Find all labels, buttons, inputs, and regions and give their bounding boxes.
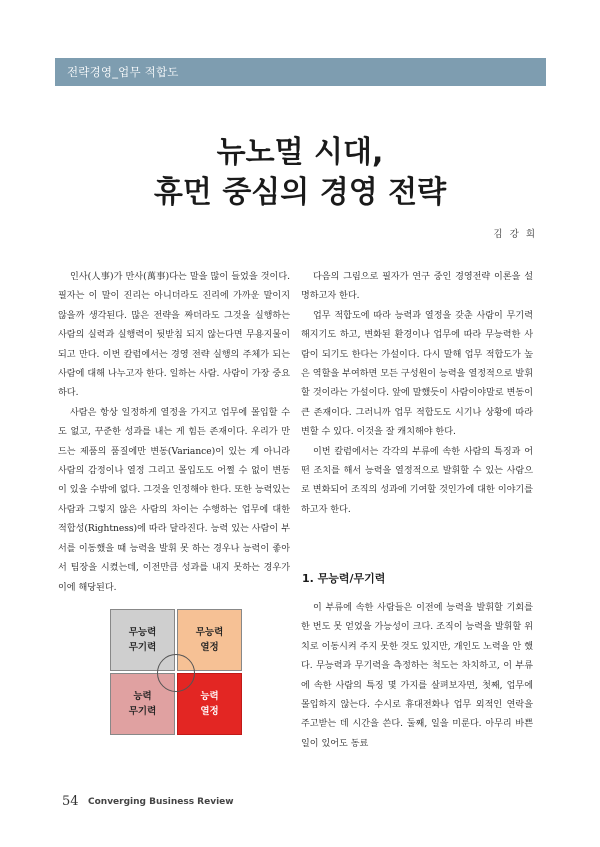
quadrant-competent-lethargic <box>110 673 175 735</box>
quadrant-label: 무능력 <box>128 627 157 638</box>
quadrant-label: 능력 <box>133 691 152 702</box>
article-title-line2: 휴먼 중심의 경영 전략 <box>153 175 447 210</box>
paragraph: 이 부류에 속한 사람들은 이전에 능력을 발휘할 기회를 한 번도 못 얻었을 가능성이 크다. 조직이 능력을 발휘할 위치로 이동시켜 주지 못한 것도 있지만, 개인도 노력을 안 했다. 무능력과 무기력을 측정하는 척도는 차치하고, 이 부류에 속한 사람의 특징 몇 가지를 살펴보자면, 첫째, 업무에 몰입하지 않는다. 수시로 휴대전화나 업무 외적인 연락을 주고받는 데 시간을 쓴다. 둘째, 일을 미룬다. 아무리 바쁜 일이 있어도 동료 <box>301 603 533 749</box>
author-name: 김 강 희 <box>493 229 537 240</box>
quadrant-incompetent-passionate <box>177 609 242 671</box>
paragraph: 인사(人事)가 만사(萬事)다는 말을 많이 들었을 것이다. 필자는 이 말이 진리는 아니더라도 진리에 가까운 말이지 않을까 생각된다. 많은 전략을 짜더라도 그것을 실행하는 사람의 실력과 실행력이 뒷받침 되지 않는다면 무용지물이 되고 만다. 이번 칼럼에서는 경영 전략 실행의 주체가 되는 사람에 대해 나누고자 한다. 일하는 사람. 사람이 가장 중요하다. <box>58 272 290 399</box>
quadrant-label: 능력 <box>200 691 219 702</box>
section-heading: 1. 무능력/무기력 <box>302 572 386 585</box>
paragraph: 다음의 그림으로 필자가 연구 중인 경영전략 이론을 설명하고자 한다. <box>301 272 533 302</box>
quadrant-label: 무기력 <box>128 642 157 653</box>
category-header-bar <box>55 58 546 86</box>
ability-passion-matrix-diagram <box>110 609 244 737</box>
right-column-top <box>301 268 533 520</box>
paragraph: 업무 적합도에 따라 능력과 열정을 갖춘 사람이 무기력해지기도 하고, 변화된 환경이나 업무에 따라 무능력한 사람이 되기도 한다는 가설이다. 다시 말해 업무 적합도가 높은 역할을 부여하면 모든 구성원이 능력을 열정적으로 발휘할 것이라는 가설이다. 앞에 말했듯이 사람이야말로 변동이 큰 존재이다. 그러니까 업무 적합도도 시기나 상황에 따라 변할 수 있다. 이것을 잘 캐치해야 한다. <box>301 310 533 438</box>
quadrant-competent-passionate <box>177 673 242 735</box>
category-label: 전략경영_업무 적합도 <box>67 65 179 79</box>
quadrant-label: 열정 <box>200 706 219 717</box>
publication-name: Converging Business Review <box>88 797 234 807</box>
right-column-bottom <box>301 599 533 754</box>
quadrant-label: 무기력 <box>128 706 157 717</box>
quadrant-label: 무능력 <box>195 627 224 638</box>
paragraph: 사람은 항상 일정하게 열정을 가지고 업무에 몰입할 수도 없고, 꾸준한 성과를 내는 게 힘든 존재이다. 우리가 만드는 제품의 품질에만 변동(Variance)이 있는 게 아니라 사람의 감정이나 열정 그리고 몰입도도 어쩔 수 없이 변동이 있을 수밖에 없다. 그것을 인정해야 한다. 또한 능력있는 사람과 그렇지 않은 사람의 차이는 수행하는 업무에 대한 적합성(Rightness)에 따라 달라진다. 능력 있는 사람이 부서를 이동했을 때 능력을 발휘 못 하는 경우나 능력이 좋아서 팀장을 시켰는데, 이전만큼 성과를 내지 못하는 경우가 이에 해당된다. <box>58 407 290 593</box>
paragraph: 이번 칼럼에서는 각각의 부류에 속한 사람의 특징과 어떤 조치를 해서 능력을 열정적으로 발휘할 수 있는 사람으로 변화되어 조직의 성과에 기여할 것인가에 대한 이야기를 하고자 한다. <box>301 446 533 515</box>
article-title-line1: 뉴노멀 시대, <box>216 135 384 170</box>
left-column <box>58 268 290 598</box>
page-number: 54 <box>62 794 79 809</box>
quadrant-incompetent-lethargic <box>110 609 175 671</box>
quadrant-label: 열정 <box>200 642 219 653</box>
